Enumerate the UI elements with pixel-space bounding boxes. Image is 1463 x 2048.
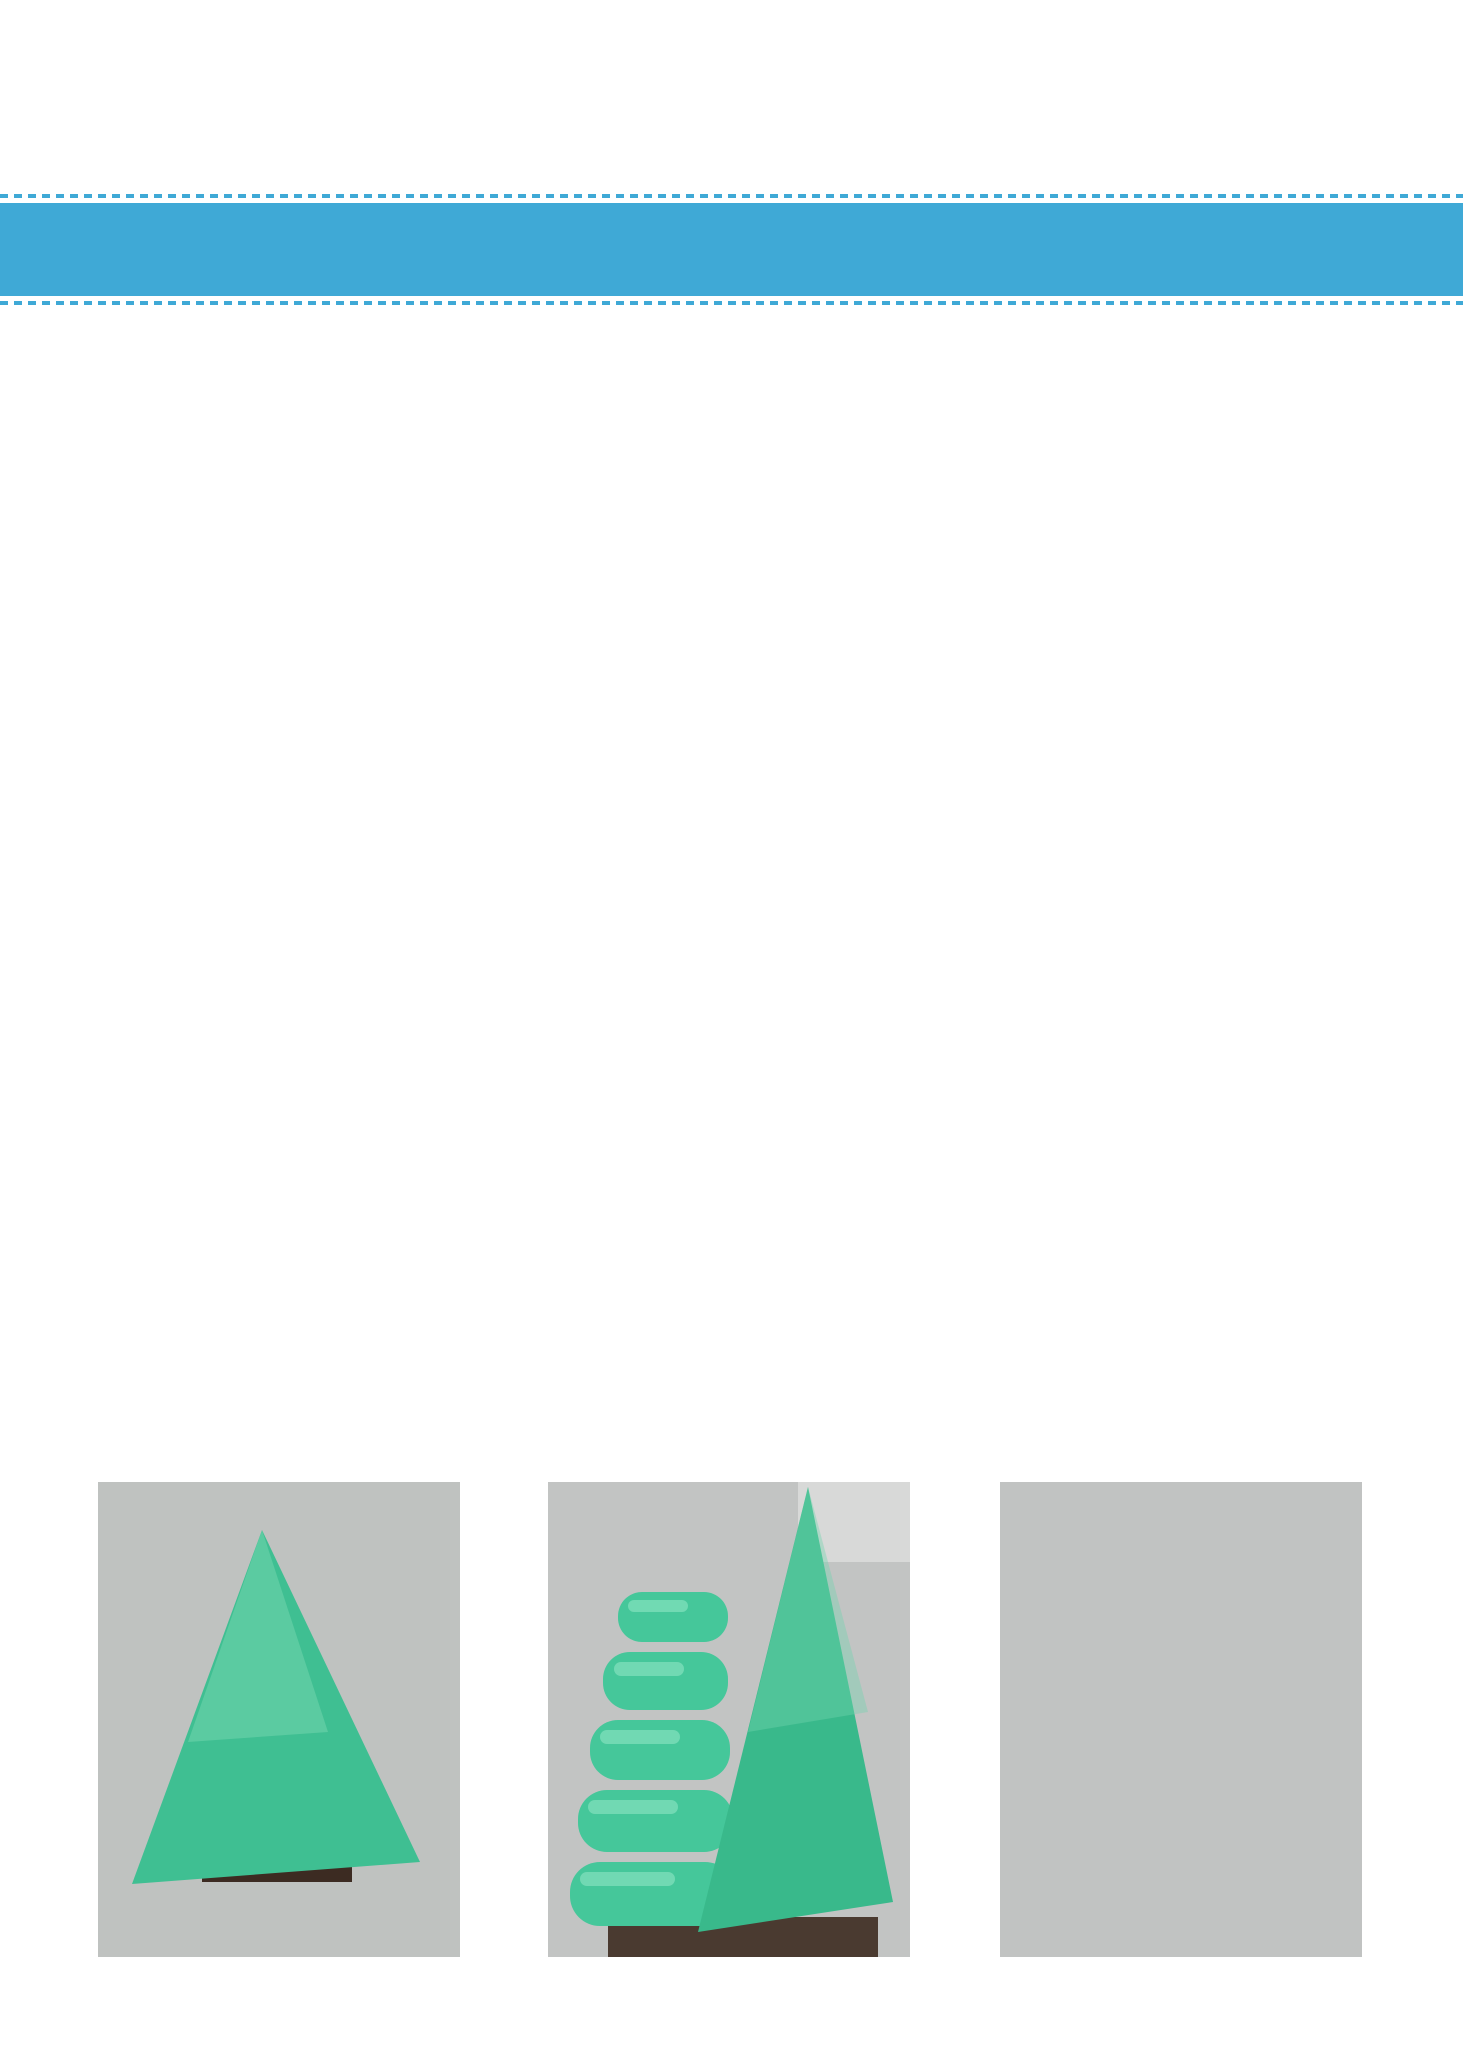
tree-side-image <box>548 1482 910 1957</box>
tree-back-image <box>1000 1482 1362 1957</box>
photo-tree-front <box>98 1482 460 1957</box>
title-banner <box>0 203 1463 296</box>
photo-tree-back <box>1000 1482 1362 1957</box>
photo-tree-side <box>548 1482 910 1957</box>
tree-front-image <box>98 1482 460 1957</box>
